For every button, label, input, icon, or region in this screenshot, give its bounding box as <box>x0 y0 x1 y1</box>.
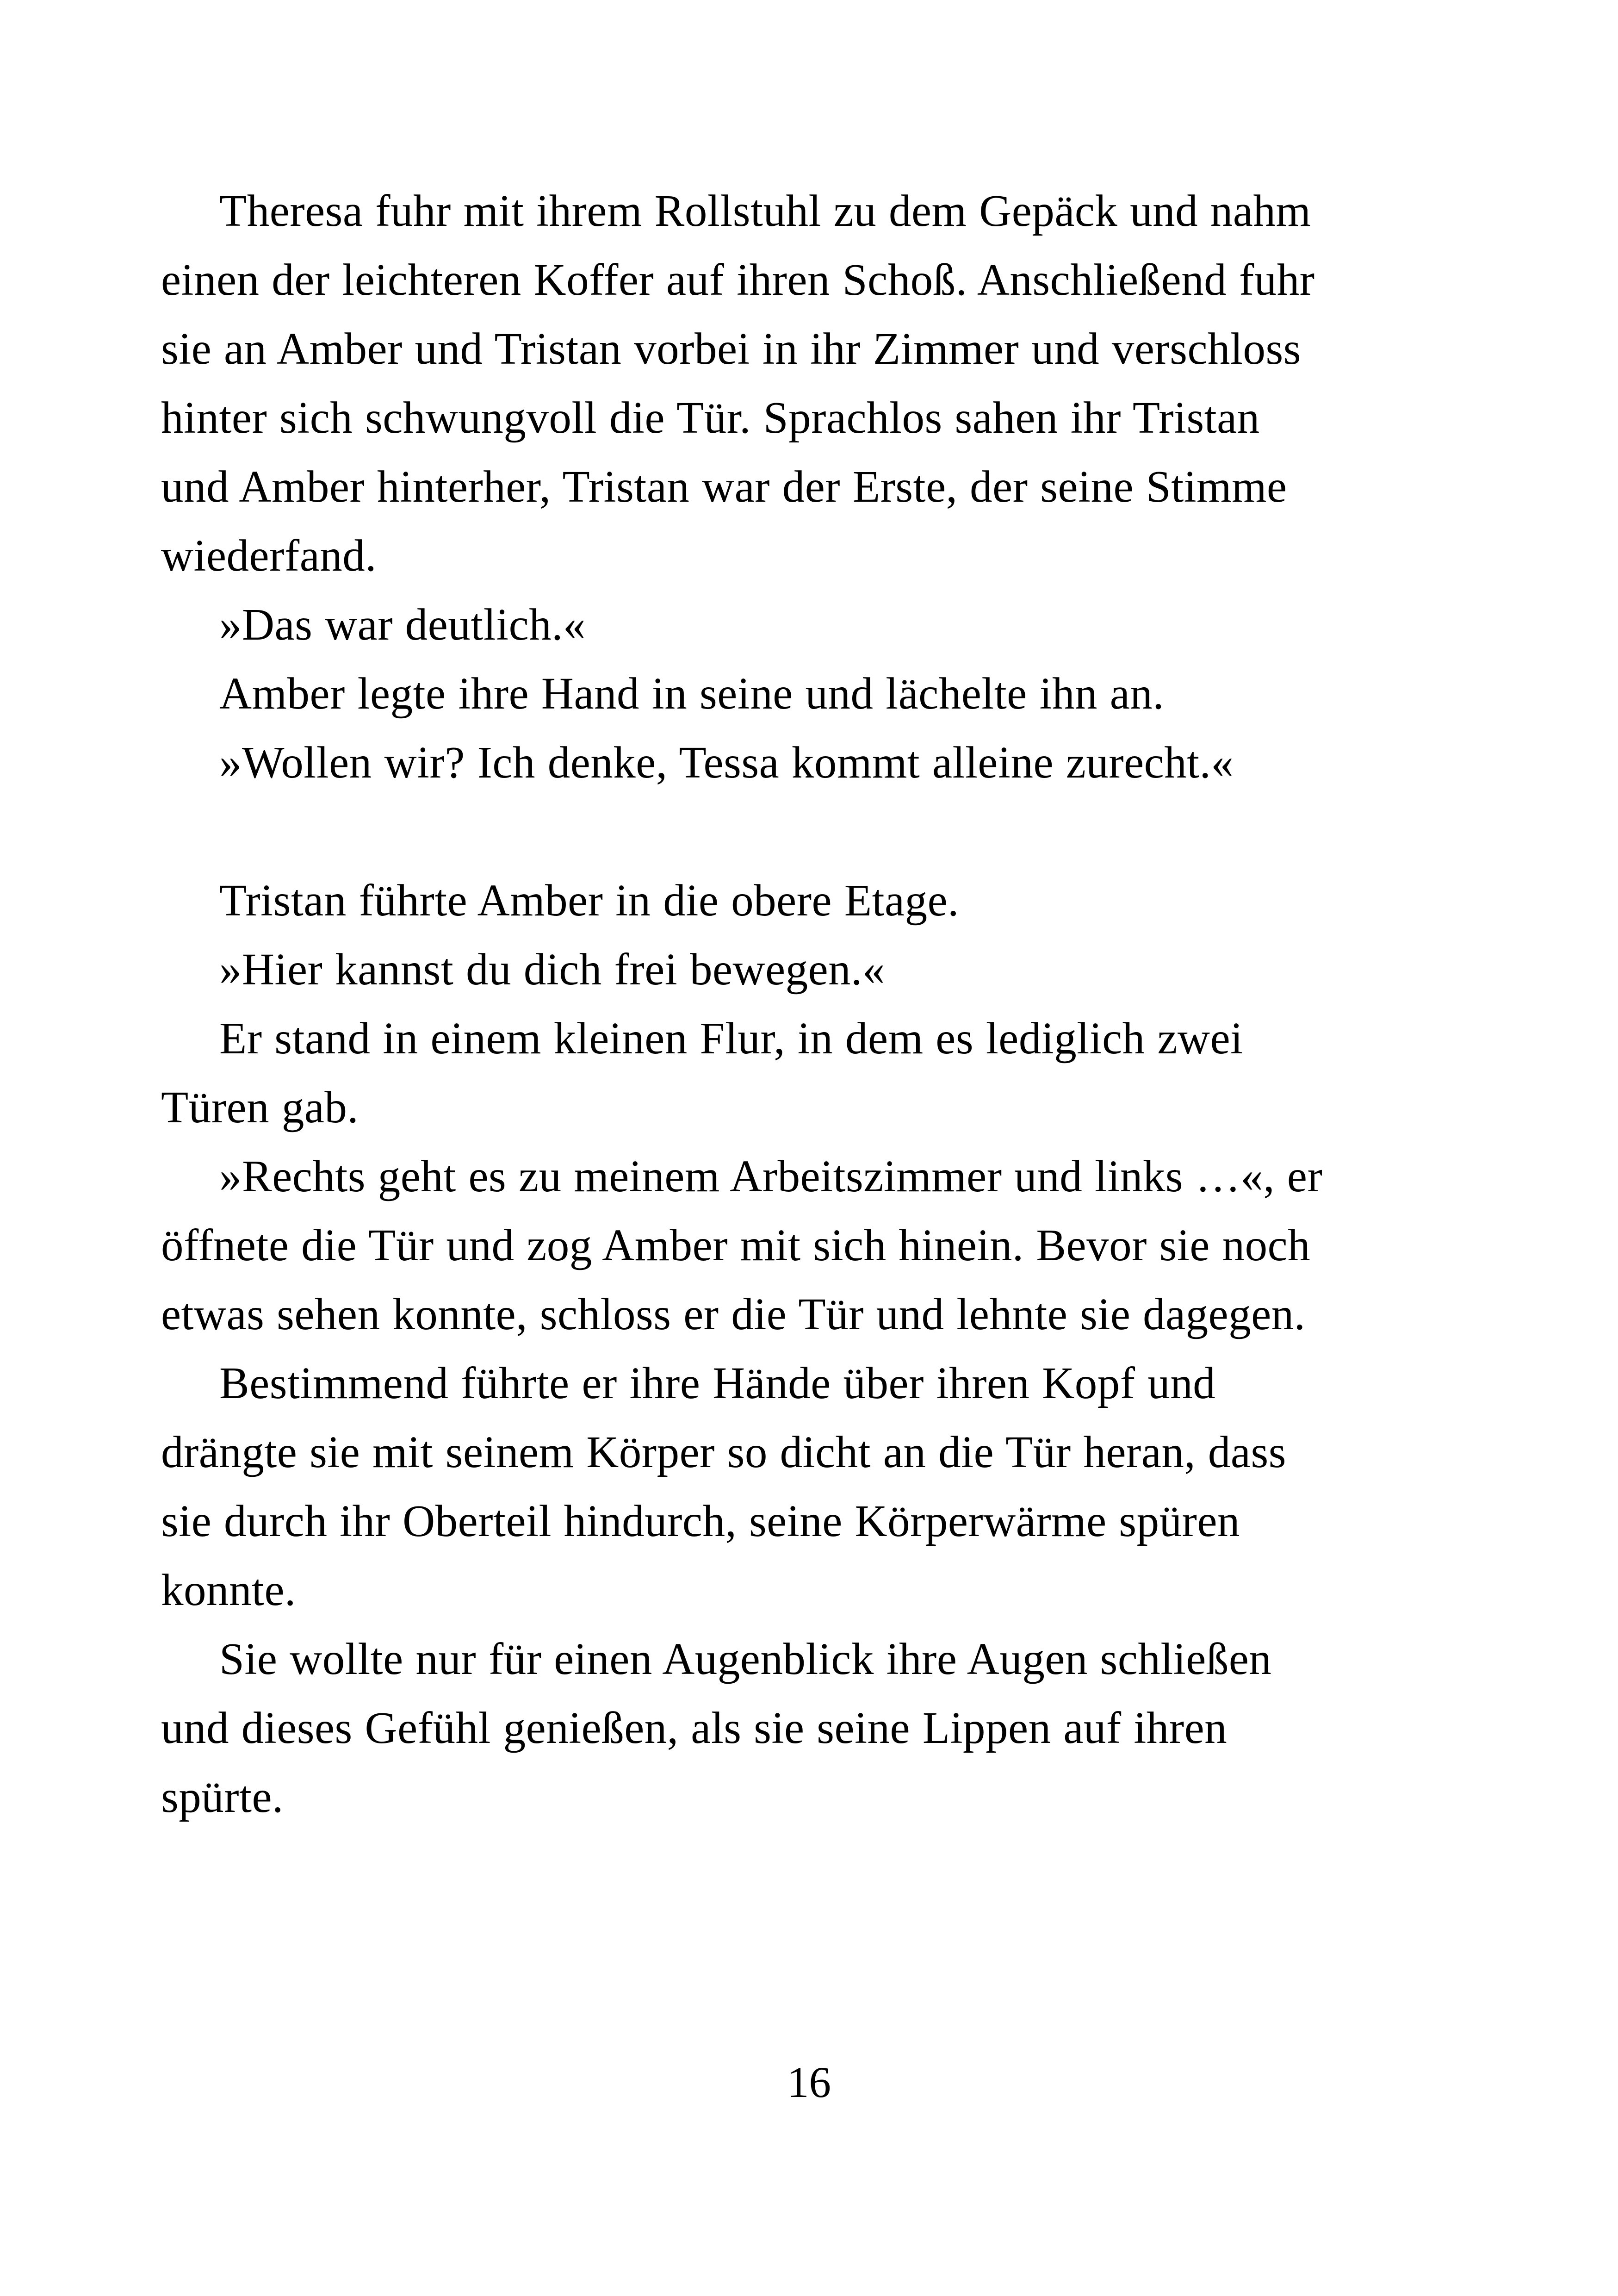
paragraph: Er stand in einem kleinen Flur, in dem es lediglich zwei Türen gab. <box>161 1014 1243 1132</box>
paragraph: »Hier kannst du dich frei bewegen.« <box>219 945 885 994</box>
paragraph: »Rechts geht es zu meinem Arbeitszimmer und links …«, er öffnete die Tür und zog Amber mit sich hinein. Bevor sie noch etwas sehen konnte, schloss er die Tür und lehnte sie dagegen. <box>161 1151 1323 1339</box>
page-number: 16 <box>787 2058 831 2107</box>
paragraph: »Wollen wir? Ich denke, Tessa kommt alleine zurecht.« <box>219 738 1234 787</box>
paragraph: Bestimmend führte er ihre Hände über ihren Kopf und drängte sie mit seinem Körper so dicht an die Tür heran, dass sie durch ihr Oberteil hindurch, seine Körperwärme spüren konnte. <box>161 1358 1286 1615</box>
paragraph: »Das war deutlich.« <box>219 600 586 649</box>
paragraph: Sie wollte nur für einen Augenblick ihre Augen schließen und dieses Gefühl genießen, als sie seine Lippen auf ihren spürte. <box>161 1634 1272 1822</box>
body-text <box>161 176 1410 1831</box>
paragraph: Amber legte ihre Hand in seine und lächelte ihn an. <box>219 669 1165 718</box>
paragraph: Theresa fuhr mit ihrem Rollstuhl zu dem Gepäck und nahm einen der leichteren Koffer auf ihren Schoß. Anschließend fuhr sie an Amber und Tristan vorbei in ihr Zimmer und verschloss hinter sich schwungvoll die Tür. Sprachlos sahen ihr Tristan und Amber hinterher, Tristan war der Erste, der seine Stimme wiederfand. <box>161 186 1315 580</box>
paragraph: Tristan führte Amber in die obere Etage. <box>219 876 959 925</box>
